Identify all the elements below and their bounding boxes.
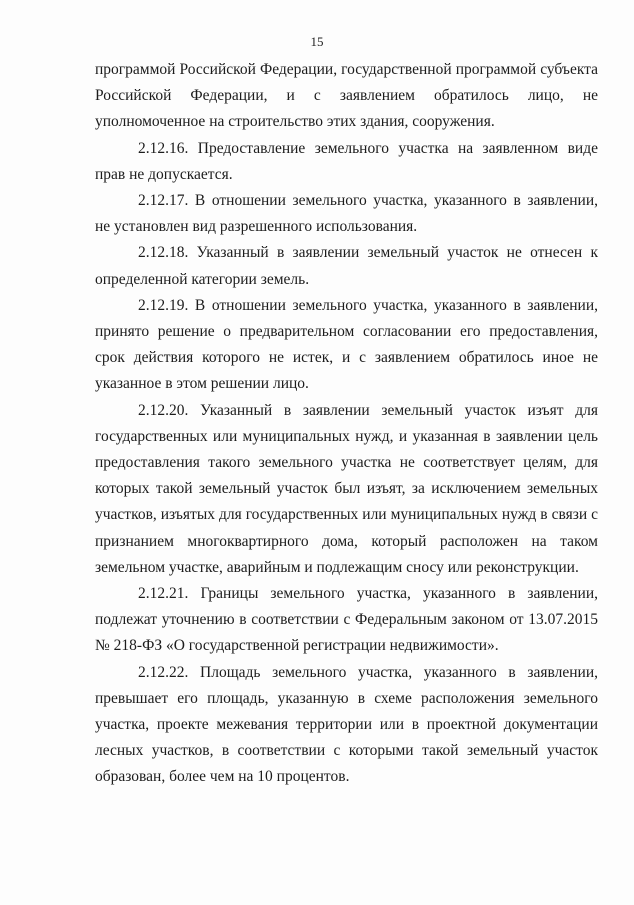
document-body — [95, 57, 598, 791]
paragraph-2-12-22: 2.12.22. Площадь земельного участка, указанного в заявлении, превышает его площадь, указанную в схеме расположения земельного участка, проекте межевания территории или в проектной документации лесных участков, в соответствии с которыми такой земельный участок образован, более чем на 10 процентов. — [95, 663, 598, 786]
paragraph-2-12-20: 2.12.20. Указанный в заявлении земельный участок изъят для государственных или муниципальных нужд, и указанная в заявлении цель предоставления такого земельного участка не соответствует целям, для которых такой земельный участок был изъят, за исключением земельных участков, изъятых для государственных или муниципальных нужд в связи с признанием многоквартирного дома, который расположен на таком земельном участке, аварийным и подлежащим сносу или реконструкции. — [95, 401, 598, 576]
paragraph-2-12-17: 2.12.17. В отношении земельного участка, указанного в заявлении, не установлен вид разрешенного использования. — [95, 192, 598, 236]
paragraph-2-12-18: 2.12.18. Указанный в заявлении земельный участок не отнесен к определенной категории земель. — [95, 244, 598, 288]
paragraph-2-12-21: 2.12.21. Границы земельного участка, указанного в заявлении, подлежат уточнению в соответствии с Федеральным законом от 13.07.2015 № 218-ФЗ «О государственной регистрации недвижимости». — [95, 585, 598, 655]
paragraph-continuation: программой Российской Федерации, государственной программой субъекта Российской Федерации, и с заявлением обратилось лицо, не уполномоченное на строительство этих здания, сооружения. — [95, 61, 598, 131]
paragraph-2-12-19: 2.12.19. В отношении земельного участка, указанного в заявлении, принято решение о предварительном согласовании его предоставления, срок действия которого не истек, и с заявлением обратилось иное не указанное в этом решении лицо. — [95, 296, 598, 393]
page-number: 15 — [310, 34, 324, 49]
paragraph-2-12-16: 2.12.16. Предоставление земельного участка на заявленном виде прав не допускается. — [95, 139, 598, 183]
